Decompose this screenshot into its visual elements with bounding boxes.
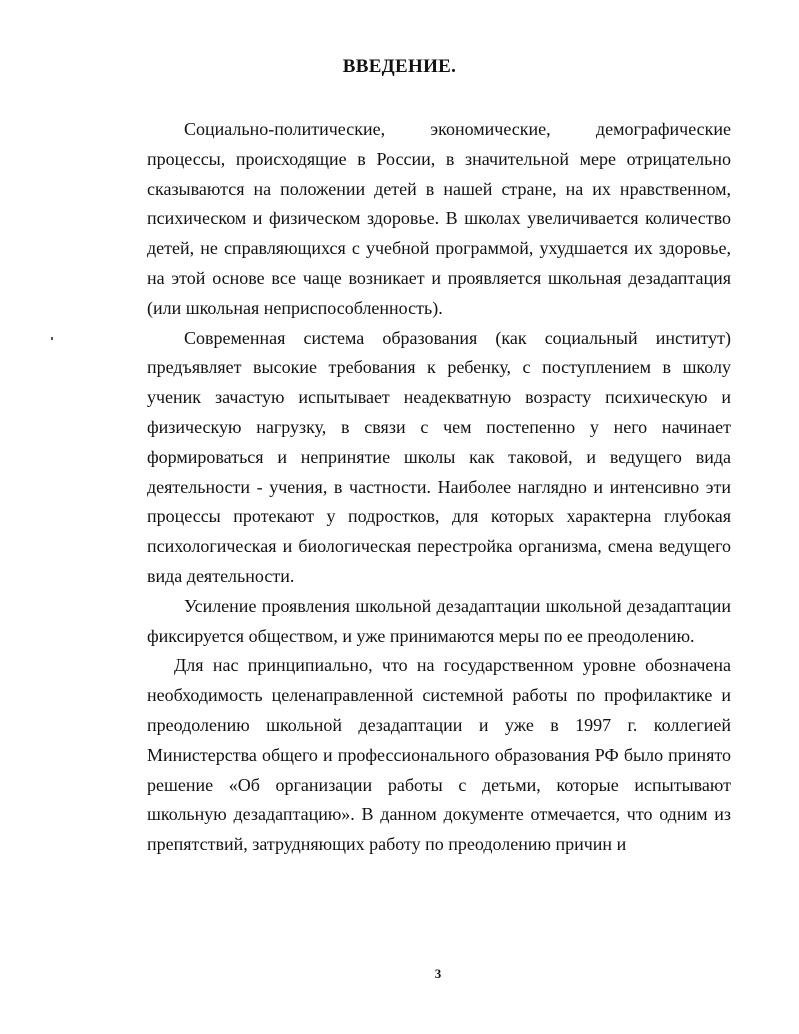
scan-mark [51, 337, 53, 340]
page-title: ВВЕДЕНИЕ. [342, 56, 457, 77]
paragraph-3: Усиление проявления школьной дезадаптации школьной дезадаптации фиксируется обществом, и уже принимаются меры по ее преодолению. [147, 595, 731, 646]
paragraph-1: Социально-политические, экономические, демографические процессы, происходящие в России, в значительной мере отрицательно сказываются на положении детей в нашей стране, на их нравственном, психическом и физическом здоровье. В школах увеличивается количество детей, не справляющихся с учебной программой, ухудшается их здоровье, на этой основе все чаще возникает и проявляется школьная дезадаптация (или школьная неприспособленность). [147, 119, 731, 318]
paragraph-4: Для нас принципиально, что на государственном уровне обозначена необходимость целенаправленной системной работы по профилактике и преодолению школьной дезадаптации и уже в 1997 г. коллегией Министерства общего и профессионального образования РФ было принято решение «Об организации работы с детьми, которые испытывают школьную дезадаптацию». В данном документе отмечается, что одним из препятствий, затрудняющих работу по преодолению причин и [147, 655, 731, 855]
body-text [147, 115, 731, 860]
page-number: 3 [434, 966, 442, 981]
paragraph-2: Современная система образования (как социальный институт) предъявляет высокие требования к ребенку, с поступлением в школу ученик зачастую испытывает неадекватную возрасту психическую и физическую нагрузку, в связи с чем постепенно у него начинает формироваться и непринятие школы как таковой, и ведущего вида деятельности - учения, в частности. Наиболее наглядно и интенсивно эти процессы протекают у подростков, для которых характерна глубокая психологическая и биологическая перестройка организма, смена ведущего вида деятельности. [147, 327, 731, 586]
